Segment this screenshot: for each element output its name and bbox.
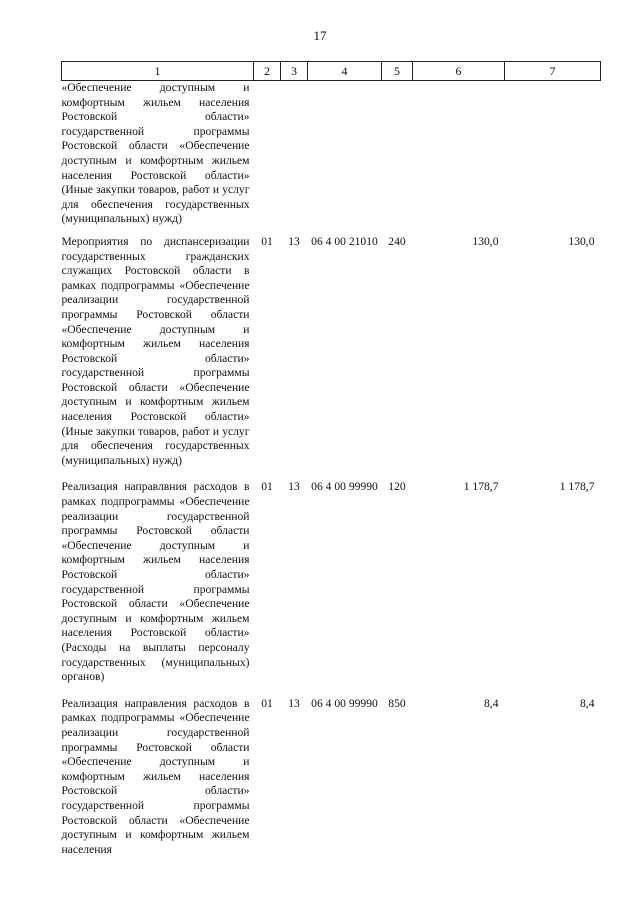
subsection-code: 13 bbox=[288, 696, 300, 710]
column-header-3: 3 bbox=[281, 62, 308, 81]
amount-col6: 1 178,7 bbox=[463, 480, 499, 494]
page-number: 17 bbox=[313, 28, 327, 43]
expense-type-code: 240 bbox=[388, 234, 406, 248]
row-description: Реализация направлвния расходов в рамках подпрограммы «Обеспечение реализации государственной программы Ростовской области «Обеспечение доступным и комфортным жильем населения Ростовской области» государственной программы Ростовской области «Обеспечение доступным и комфортным жильем населения Ростовской области» (Расходы на выплаты персоналу государственных (муниципальных) органов) bbox=[61, 480, 250, 684]
section-code: 01 bbox=[261, 696, 273, 710]
row-description: «Обеспечение доступным и комфортным жильем населения Ростовской области» государственной программы Ростовской области «Обеспечение доступным и комфортным жильем населения Ростовской области» (Иные закупки товаров, работ и услуг для обеспечения государственных (муниципальных) нужд) bbox=[61, 81, 250, 226]
table-row bbox=[62, 480, 601, 696]
column-header-5: 5 bbox=[382, 62, 413, 81]
amount-col7: 130,0 bbox=[568, 234, 595, 248]
column-header-7: 7 bbox=[505, 62, 601, 81]
target-article-code: 06 4 00 99990 bbox=[311, 696, 378, 710]
target-article-code bbox=[308, 81, 382, 235]
section-code: 01 bbox=[261, 234, 273, 248]
amount-col6: 130,0 bbox=[472, 234, 499, 248]
amount-col7: 8,4 bbox=[580, 696, 595, 710]
subsection-code: 13 bbox=[288, 234, 300, 248]
table-row bbox=[62, 81, 601, 235]
subsection-code: 13 bbox=[288, 480, 300, 494]
row-description: Реализация направления расходов в рамках подпрограммы «Обеспечение реализации государственной программы Ростовской области «Обеспечение доступным и комфортным жильем населения Ростовской области» государственной программы Ростовской области «Обеспечение доступным и комфортным жильем населения bbox=[61, 696, 250, 856]
section-code bbox=[254, 81, 281, 235]
column-header-4: 4 bbox=[308, 62, 382, 81]
column-header-6: 6 bbox=[413, 62, 505, 81]
target-article-code: 06 4 00 21010 bbox=[311, 234, 378, 248]
amount-col6 bbox=[413, 81, 505, 235]
budget-table bbox=[61, 61, 601, 869]
expense-type-code: 850 bbox=[388, 696, 406, 710]
section-code: 01 bbox=[261, 480, 273, 494]
amount-col7: 1 178,7 bbox=[559, 480, 595, 494]
amount-col7 bbox=[505, 81, 601, 235]
row-description: Мероприятия по диспансеризации государственных гражданских служащих Ростовской области в рамках подпрограммы «Обеспечение реализации государственной программы Ростовской области «Обеспечение доступным и комфортным жильем населения Ростовской области» государственной программы Ростовской области «Обеспечение доступным и комфортным жильем населения Ростовской области» (Иные закупки товаров, работ и услуг для обеспечения государственных (муниципальных) нужд) bbox=[61, 234, 250, 467]
target-article-code: 06 4 00 99990 bbox=[311, 480, 378, 494]
column-header-1: 1 bbox=[62, 62, 254, 81]
amount-col6: 8,4 bbox=[484, 696, 499, 710]
table-row bbox=[62, 235, 601, 481]
column-header-2: 2 bbox=[254, 62, 281, 81]
subsection-code bbox=[281, 81, 308, 235]
expense-type-code: 120 bbox=[388, 480, 406, 494]
table-row bbox=[62, 697, 601, 870]
table-header-row bbox=[62, 62, 601, 81]
expense-type-code bbox=[382, 81, 413, 235]
